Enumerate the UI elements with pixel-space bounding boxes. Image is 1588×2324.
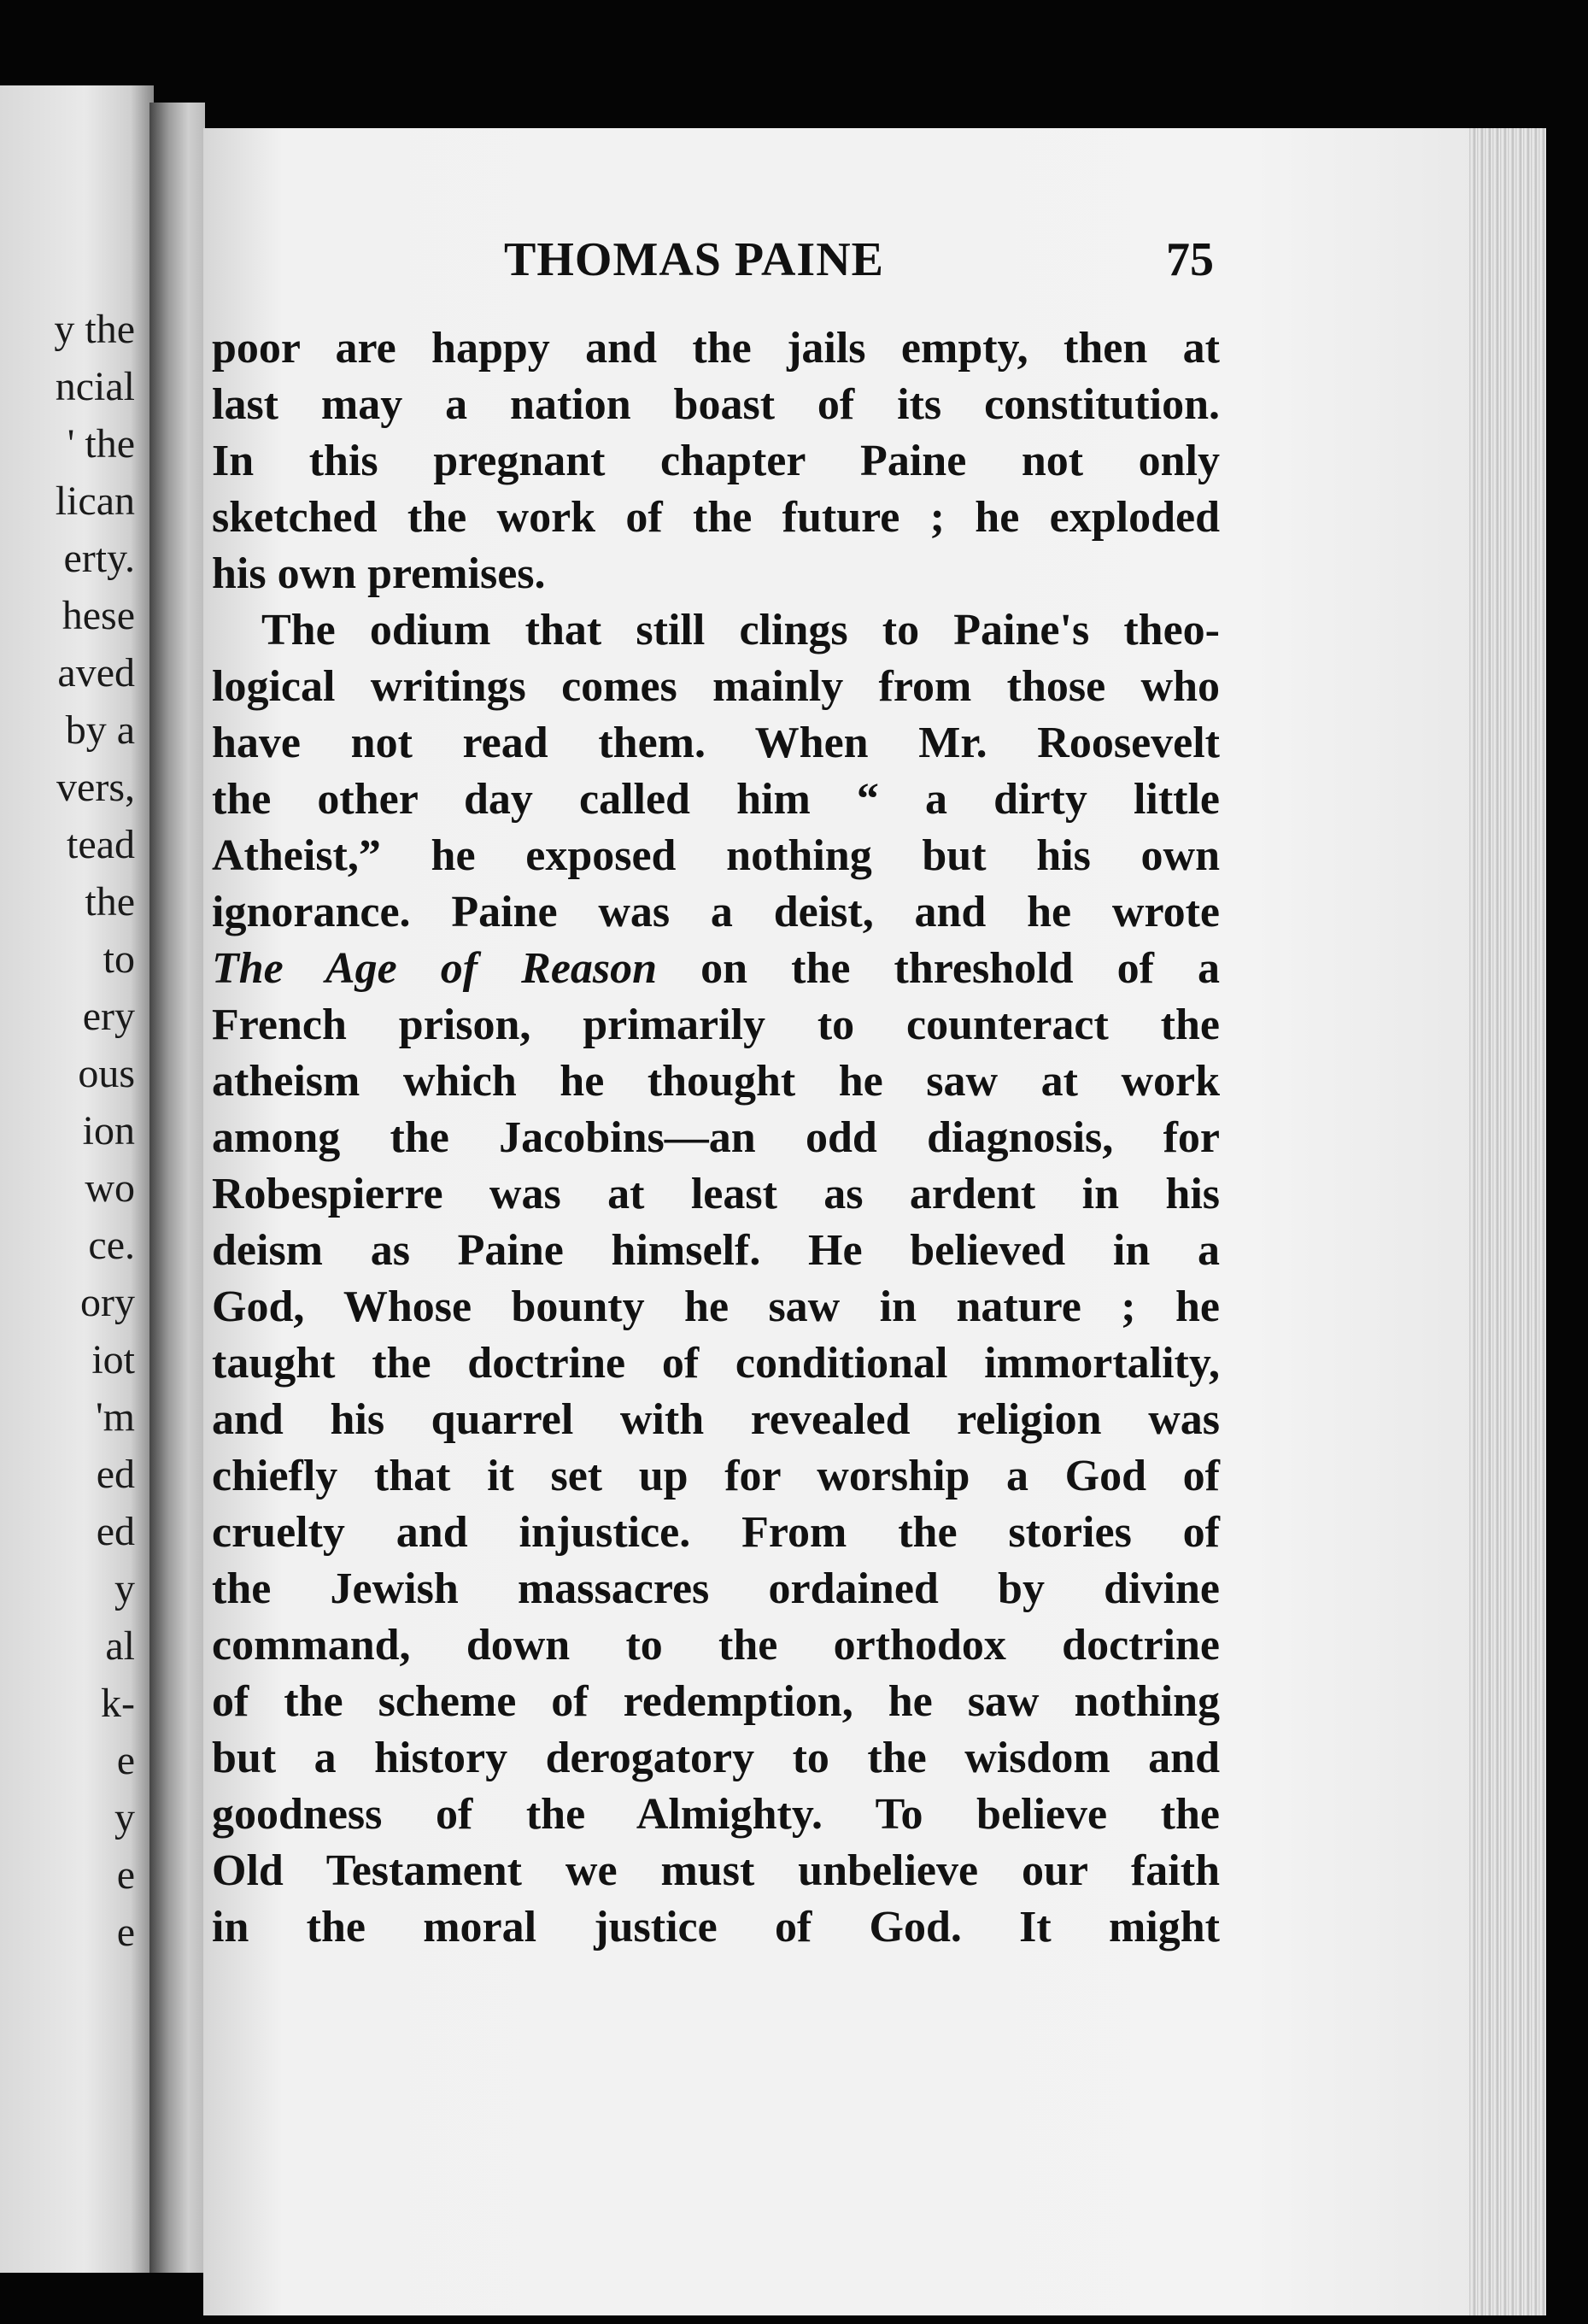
left-page-fragment: al <box>105 1623 135 1669</box>
left-page-fragment: ous <box>78 1051 135 1096</box>
left-page-fragment: ory <box>80 1280 135 1325</box>
left-page-fragment: iot <box>91 1337 135 1382</box>
left-page-fragment: to <box>103 936 135 982</box>
text-line: French prison, primarily to counteract the <box>212 1001 1220 1049</box>
left-page-fragment: erty. <box>63 536 135 581</box>
text-line: Atheist,” he exposed nothing but his own <box>212 831 1220 880</box>
book-gutter <box>149 103 205 2273</box>
text-line: deism as Paine himself. He believed in a <box>212 1226 1220 1275</box>
left-page-fragment: ' the <box>67 421 135 467</box>
text-line-with-title <box>212 941 1220 997</box>
left-page-fragment: y the <box>54 307 135 352</box>
text-line: command, down to the orthodox doctrine <box>212 1621 1220 1670</box>
text-line: the other day called him “ a dirty little <box>212 775 1220 824</box>
page-edge-stack <box>1469 128 1546 2315</box>
left-page-fragment: ed <box>96 1452 135 1497</box>
left-page-fragment: e <box>116 1852 135 1898</box>
left-page-fragment: e <box>116 1910 135 1955</box>
book-title: The Age of Reason <box>212 944 658 993</box>
text-line: ignorance. Paine was a deist, and he wrote <box>212 888 1220 936</box>
text-line: In this pregnant chapter Paine not only <box>212 437 1220 485</box>
left-page-fragment: ncial <box>55 364 135 409</box>
text-line: have not read them. When Mr. Roosevelt <box>212 719 1220 767</box>
text-line: chiefly that it set up for worship a God of <box>212 1452 1220 1500</box>
text-line: sketched the work of the future ; he exploded <box>212 493 1220 542</box>
text-line: and his quarrel with revealed religion was <box>212 1395 1220 1444</box>
left-page-fragment: by a <box>65 707 135 753</box>
text-line: last may a nation boast of its constitution. <box>212 380 1220 429</box>
text-line: atheism which he thought he saw at work <box>212 1057 1220 1106</box>
text-line: taught the doctrine of conditional immortality, <box>212 1339 1220 1388</box>
text-line: God, Whose bounty he saw in nature ; he <box>212 1282 1220 1331</box>
text-line: cruelty and injustice. From the stories of <box>212 1508 1220 1557</box>
left-page-fragment: y <box>114 1795 135 1840</box>
text-line: the Jewish massacres ordained by divine <box>212 1564 1220 1613</box>
left-page-fragment: k- <box>101 1681 135 1726</box>
text-line: his own premises. <box>212 549 546 598</box>
text-line: of the scheme of redemption, he saw nothing <box>212 1677 1220 1726</box>
left-page-fragment: vers, <box>56 765 135 810</box>
left-page-fragment: ion <box>82 1108 135 1153</box>
text-line: The odium that still clings to Paine's theo- <box>261 606 1220 654</box>
left-page-fragment: ce. <box>88 1223 135 1268</box>
text-line: Robespierre was at least as ardent in his <box>212 1170 1220 1218</box>
left-facing-page <box>0 85 154 2273</box>
page-number: 75 <box>1166 233 1214 286</box>
left-page-fragment: aved <box>57 650 135 695</box>
left-page-fragment: wo <box>85 1165 135 1211</box>
text-line: in the moral justice of God. It might <box>212 1903 1220 1951</box>
text-line: logical writings comes mainly from those who <box>212 662 1220 711</box>
left-page-fragment: e <box>116 1738 135 1783</box>
text-line: goodness of the Almighty. To believe the <box>212 1790 1220 1839</box>
text-line: poor are happy and the jails empty, then at <box>212 324 1220 373</box>
left-page-fragment: ed <box>96 1509 135 1554</box>
running-head <box>0 232 1588 292</box>
text-line-rest: on the threshold of a <box>700 944 1220 993</box>
left-page-fragment: lican <box>55 478 135 524</box>
text-line: but a history derogatory to the wisdom and <box>212 1734 1220 1782</box>
left-page-fragment: the <box>85 879 135 924</box>
body-text <box>212 320 1220 1956</box>
text-line: Old Testament we must unbelieve our faith <box>212 1846 1220 1895</box>
left-page-fragment: y <box>114 1566 135 1611</box>
left-page-fragment: ery <box>82 994 135 1039</box>
text-line: among the Jacobins—an odd diagnosis, for <box>212 1113 1220 1162</box>
left-page-fragment: hese <box>62 593 135 638</box>
left-page-fragment: 'm <box>96 1394 135 1440</box>
left-page-fragment: tead <box>67 822 135 867</box>
running-title: THOMAS PAINE <box>504 233 884 286</box>
